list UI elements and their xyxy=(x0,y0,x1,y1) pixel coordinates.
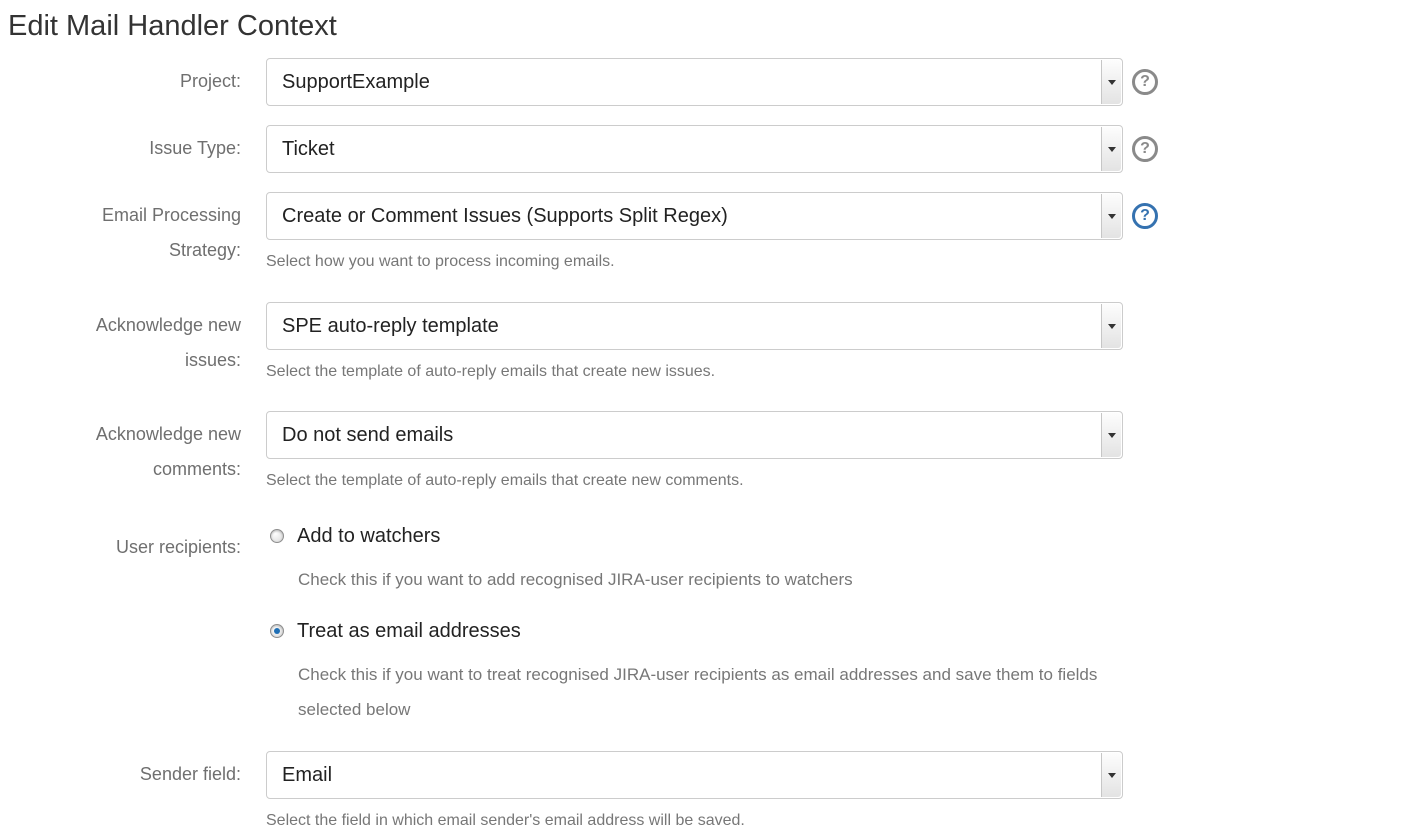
radio-unselected-icon[interactable] xyxy=(270,529,284,543)
chevron-down-icon[interactable] xyxy=(1101,194,1121,238)
acknowledge-new-issues-select[interactable] xyxy=(266,302,1123,350)
sender-field-description: Select the field in which email sender's email address will be saved. xyxy=(266,812,745,829)
user-recipients-field-row xyxy=(8,524,1410,727)
radio-option-treat-as-email-addresses[interactable] xyxy=(266,619,1410,643)
treat-as-email-addresses-description: Check this if you want to treat recognised JIRA-user recipients as email addresses and save them to fields selected below xyxy=(298,665,1098,719)
issue-type-field-row xyxy=(8,125,1410,173)
user-recipients-field-cell xyxy=(266,524,1410,727)
radio-option-add-to-watchers[interactable] xyxy=(266,524,1410,548)
acknowledge-new-comments-label-cell xyxy=(8,411,241,487)
project-label-cell xyxy=(8,58,241,99)
sender-field-select-value: Email xyxy=(282,763,333,786)
sender-field-label: Sender field: xyxy=(139,764,241,784)
email-processing-strategy-description: Select how you want to process incoming emails. xyxy=(266,253,615,270)
project-help-icon[interactable]: ? xyxy=(1132,69,1158,95)
project-field-row xyxy=(8,58,1410,106)
sender-field-select[interactable] xyxy=(266,751,1123,799)
email-processing-strategy-field-row xyxy=(8,192,1410,274)
acknowledge-new-comments-field-cell xyxy=(266,411,1410,493)
email-processing-strategy-help-icon[interactable]: ? xyxy=(1132,203,1158,229)
issue-type-field-cell xyxy=(266,125,1410,173)
issue-type-label: Issue Type: xyxy=(149,138,241,158)
page-title: Edit Mail Handler Context xyxy=(8,10,337,42)
chevron-down-icon[interactable] xyxy=(1101,753,1121,797)
sender-field-label-cell xyxy=(8,751,241,792)
email-processing-strategy-label-cell xyxy=(8,192,241,268)
acknowledge-new-comments-select[interactable] xyxy=(266,411,1123,459)
radio-selected-icon[interactable] xyxy=(270,624,284,638)
project-field-cell xyxy=(266,58,1410,106)
chevron-down-icon[interactable] xyxy=(1101,127,1121,171)
acknowledge-new-issues-field-row xyxy=(8,302,1410,384)
project-select-value: SupportExample xyxy=(282,70,430,93)
email-processing-strategy-select[interactable] xyxy=(266,192,1123,240)
issue-type-select[interactable] xyxy=(266,125,1123,173)
acknowledge-new-issues-select-value: SPE auto-reply template xyxy=(282,314,499,337)
user-recipients-label: User recipients: xyxy=(115,537,241,557)
user-recipients-label-cell xyxy=(8,524,241,565)
acknowledge-new-comments-select-value: Do not send emails xyxy=(282,423,454,446)
acknowledge-new-issues-description: Select the template of auto-reply emails that create new issues. xyxy=(266,363,716,380)
chevron-down-icon[interactable] xyxy=(1101,413,1121,457)
issue-type-label-cell xyxy=(8,125,241,166)
radio-option-add-to-watchers-label: Add to watchers xyxy=(297,525,441,547)
sender-field-row xyxy=(8,751,1410,833)
acknowledge-new-issues-label: Acknowledge new issues: xyxy=(95,315,241,370)
project-label: Project: xyxy=(179,71,241,91)
issue-type-select-value: Ticket xyxy=(282,137,335,160)
acknowledge-new-issues-label-cell xyxy=(8,302,241,378)
acknowledge-new-comments-field-row xyxy=(8,411,1410,493)
email-processing-strategy-label: Email Processing Strategy: xyxy=(101,205,241,260)
add-to-watchers-description: Check this if you want to add recognised JIRA-user recipients to watchers xyxy=(298,570,853,589)
acknowledge-new-comments-label: Acknowledge new comments: xyxy=(95,424,241,479)
project-select[interactable] xyxy=(266,58,1123,106)
chevron-down-icon[interactable] xyxy=(1101,60,1121,104)
issue-type-help-icon[interactable]: ? xyxy=(1132,136,1158,162)
chevron-down-icon[interactable] xyxy=(1101,304,1121,348)
acknowledge-new-comments-description: Select the template of auto-reply emails that create new comments. xyxy=(266,472,744,489)
email-processing-strategy-select-value: Create or Comment Issues (Supports Split Regex) xyxy=(282,204,728,227)
email-processing-strategy-field-cell xyxy=(266,192,1410,274)
radio-option-treat-as-email-addresses-label: Treat as email addresses xyxy=(297,620,521,642)
sender-field-cell xyxy=(266,751,1410,833)
acknowledge-new-issues-field-cell xyxy=(266,302,1410,384)
